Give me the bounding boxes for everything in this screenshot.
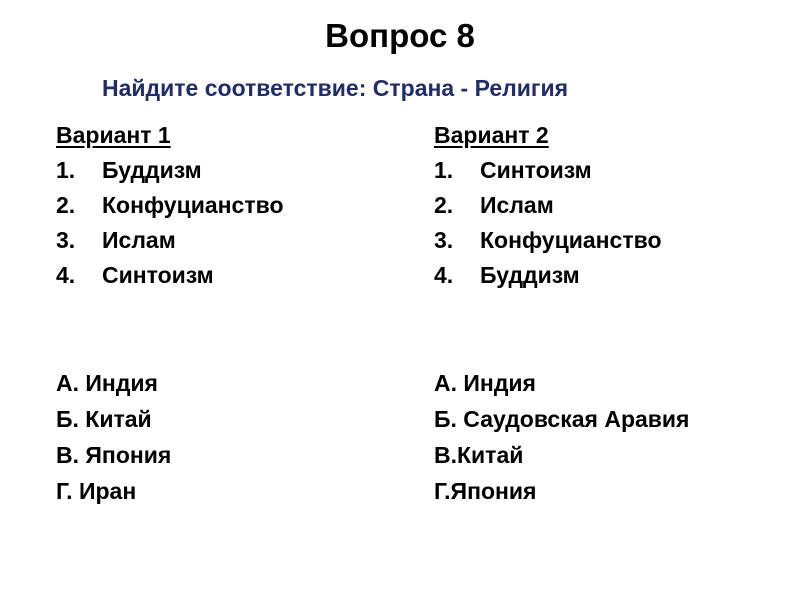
slide-title: Вопрос 8 (325, 17, 475, 54)
religion-number: 2. (434, 192, 454, 218)
country-item: В. Япония (56, 442, 172, 468)
country-item: Г.Япония (434, 478, 537, 504)
variant-2-country-list (434, 366, 689, 510)
country-item: А. Индия (434, 370, 536, 396)
religion-name: Конфуцианство (102, 192, 284, 218)
religion-name: Ислам (102, 227, 176, 253)
variant-1-column (56, 118, 284, 504)
country-item: Б. Китай (56, 406, 152, 432)
variant-1-country-list (56, 366, 171, 510)
religion-name: Ислам (480, 192, 554, 218)
religion-number: 4. (434, 262, 454, 288)
country-item: Г. Иран (56, 478, 137, 504)
variant-1-heading: Вариант 1 (56, 122, 171, 148)
country-item: Б. Саудовская Аравия (434, 406, 690, 432)
variant-2-column (434, 118, 690, 504)
religion-name: Буддизм (480, 262, 580, 288)
religion-name: Конфуцианство (480, 227, 662, 253)
religion-name: Синтоизм (102, 262, 214, 288)
religion-item (56, 188, 284, 223)
religion-item (434, 188, 662, 223)
country-item: А. Индия (56, 370, 158, 396)
religion-number: 1. (434, 157, 454, 183)
religion-number: 3. (56, 227, 76, 253)
religion-item (434, 153, 662, 188)
religion-number: 4. (56, 262, 76, 288)
religion-item (434, 223, 662, 258)
religion-item (56, 258, 284, 293)
religion-number: 2. (56, 192, 76, 218)
religion-name: Синтоизм (480, 157, 592, 183)
variant-2-heading: Вариант 2 (434, 122, 549, 148)
religion-item (56, 153, 284, 188)
religion-name: Буддизм (102, 157, 202, 183)
slide-subtitle: Найдите соответствие: Страна - Религия (102, 75, 569, 101)
variant-2-religion-list (434, 153, 662, 293)
religion-item (434, 258, 662, 293)
religion-number: 3. (434, 227, 454, 253)
country-item: В.Китай (434, 442, 524, 468)
variant-1-religion-list (56, 153, 284, 293)
religion-number: 1. (56, 157, 76, 183)
religion-item (56, 223, 284, 258)
